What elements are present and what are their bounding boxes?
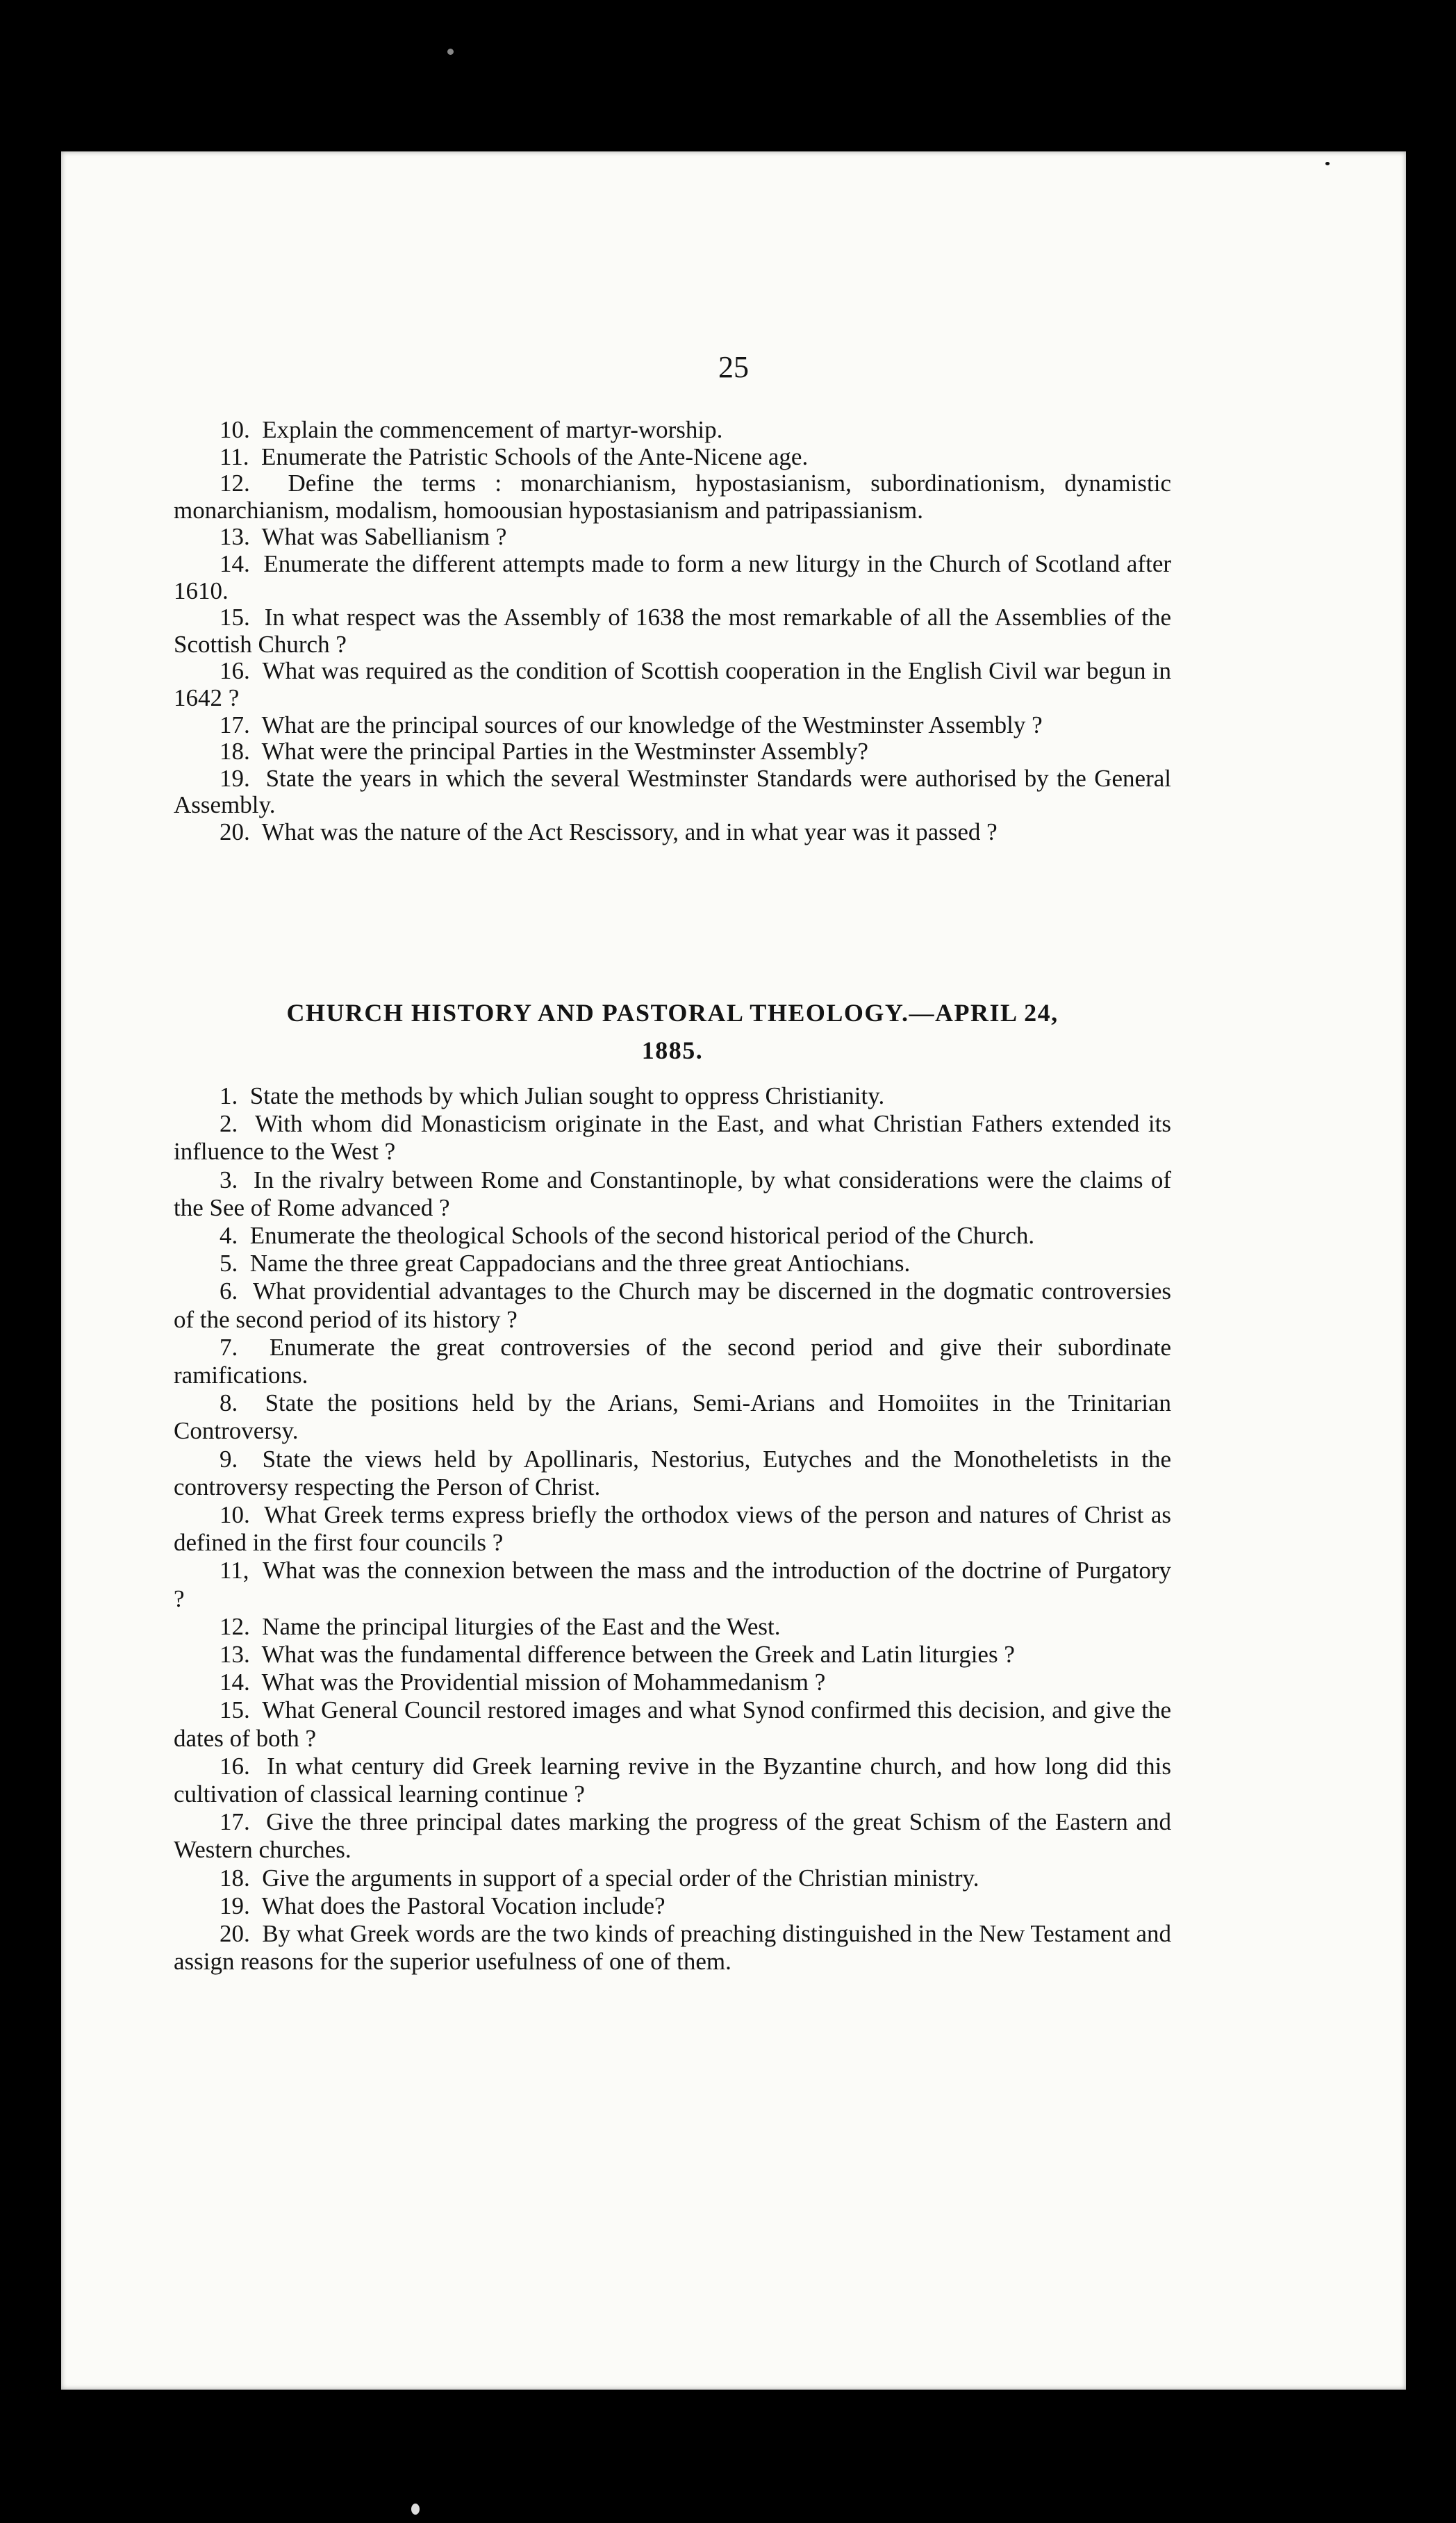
question-text: In the rivalry between Rome and Constantinople, by what considerations were the claims of the See of Rome advanced ? — [174, 1166, 1171, 1221]
question-number: 6. — [220, 1277, 238, 1305]
question-number: 1. — [220, 1082, 238, 1109]
question-number: 3. — [220, 1166, 238, 1193]
question-number: 17. — [220, 1808, 250, 1836]
question-text: State the views held by Apollinaris, Nestorius, Eutyches and the Monotheletists in the controversy respecting the Person of Christ. — [174, 1445, 1172, 1500]
question-number: 4. — [220, 1222, 238, 1250]
question-item — [174, 1389, 1171, 1445]
question-number: 20. — [220, 1920, 250, 1948]
question-text: In what century did Greek learning revive in the Byzantine church, and how long did this cultivation of classical learning continue ? — [174, 1752, 1171, 1808]
question-text: Define the terms : monarchianism, hypostasianism, subordinationism, dynamistic monarchianism, modalism, homoousian hypostasianism and patripassianism. — [174, 470, 1171, 524]
document-page — [61, 151, 1406, 2390]
question-item — [174, 766, 1171, 819]
question-item — [174, 1277, 1171, 1333]
question-item — [174, 1501, 1171, 1557]
question-number: 19. — [220, 1892, 250, 1919]
question-text: Enumerate the theological Schools of the second historical period of the Church. — [249, 1222, 1035, 1250]
question-text: What Greek terms express briefly the orthodox views of the person and natures of Christ as defined in the first four councils ? — [174, 1501, 1171, 1557]
question-item — [174, 1082, 1171, 1110]
question-number: 7. — [220, 1333, 238, 1361]
question-text: What providential advantages to the Church may be discerned in the dogmatic controversies of the second period of its history ? — [174, 1277, 1171, 1333]
question-text: Give the three principal dates marking the progress of the great Schism of the Eastern and Western churches. — [174, 1808, 1171, 1864]
section-heading-line1: CHURCH HISTORY AND PASTORAL THEOLOGY.—APRIL 24, — [286, 999, 1059, 1027]
question-number: 14. — [220, 549, 250, 577]
question-number: 12. — [220, 470, 250, 497]
film-speck-bottom — [411, 2504, 420, 2515]
question-number: 10. — [220, 416, 250, 443]
question-number: 19. — [220, 764, 250, 792]
question-number: 5. — [220, 1250, 238, 1277]
question-text: Enumerate the great controversies of the second period and give their subordinate ramifications. — [174, 1333, 1171, 1389]
question-item — [174, 1166, 1171, 1222]
question-item — [174, 658, 1171, 711]
question-text: State the positions held by the Arians, Semi-Arians and Homoiites in the Trinitarian Controversy. — [174, 1389, 1171, 1445]
question-number: 10. — [220, 1501, 250, 1529]
question-text: What does the Pastoral Vocation include? — [261, 1892, 665, 1919]
question-list-top — [174, 417, 1171, 846]
question-item — [174, 1613, 1171, 1641]
question-number: 9. — [220, 1445, 238, 1473]
question-text: State the methods by which Julian sought to oppress Christianity. — [249, 1082, 885, 1109]
question-item — [174, 1808, 1171, 1864]
question-item — [174, 1641, 1171, 1669]
question-text: Enumerate the Patristic Schools of the Ante-Nicene age. — [260, 442, 809, 470]
question-item — [174, 1250, 1171, 1277]
question-text: Name the principal liturgies of the East and the West. — [262, 1612, 781, 1640]
question-item — [174, 819, 1171, 846]
question-item — [174, 1110, 1171, 1166]
question-text: What was the connexion between the mass and the introduction of the doctrine of Purgatory ? — [174, 1557, 1171, 1612]
question-item — [174, 1892, 1171, 1920]
question-item — [174, 1557, 1171, 1612]
question-item — [174, 1920, 1171, 1976]
question-text: What was the nature of the Act Rescissory, and in what year was it passed ? — [261, 818, 998, 845]
question-text: With whom did Monasticism originate in the East, and what Christian Fathers extended its influence to the West ? — [174, 1110, 1171, 1166]
question-item — [174, 524, 1171, 551]
question-text: By what Greek words are the two kinds of preaching distinguished in the New Testament and assign reasons for the superior usefulness of one of them. — [174, 1920, 1172, 1976]
question-number: 14. — [220, 1669, 250, 1696]
question-item — [174, 1222, 1171, 1250]
question-text: What was required as the condition of Scottish cooperation in the English Civil war begun in 1642 ? — [174, 657, 1171, 711]
question-item — [174, 738, 1171, 766]
question-text: What was the Providential mission of Mohammedanism ? — [261, 1669, 826, 1696]
question-number: 2. — [220, 1110, 238, 1138]
question-text: Name the three great Cappadocians and the three great Antiochians. — [249, 1250, 911, 1277]
question-text: State the years in which the several Westminster Standards were authorised by the General Assembly. — [174, 764, 1172, 819]
question-item — [174, 1446, 1171, 1501]
question-text: What was the fundamental difference between the Greek and Latin liturgies ? — [261, 1641, 1015, 1669]
page-number: 25 — [718, 350, 749, 384]
question-number: 15. — [220, 1696, 250, 1724]
question-number: 17. — [220, 711, 250, 738]
question-number: 8. — [220, 1389, 238, 1417]
film-speck-top — [447, 49, 454, 55]
question-text: What were the principal Parties in the Westminster Assembly? — [261, 738, 868, 766]
question-number: 18. — [220, 1864, 250, 1892]
question-item — [174, 470, 1171, 524]
question-item — [174, 417, 1171, 444]
question-number: 11. — [220, 442, 249, 470]
ink-speck — [1325, 162, 1330, 165]
section-heading-line2: 1885. — [641, 1036, 704, 1064]
question-text: In what respect was the Assembly of 1638 the most remarkable of all the Assemblies of the Scottish Church ? — [174, 604, 1171, 658]
question-text: Explain the commencement of martyr-worship. — [262, 416, 723, 443]
question-item — [174, 712, 1171, 739]
question-number: 11, — [220, 1557, 249, 1585]
question-item — [174, 604, 1171, 658]
question-item — [174, 1334, 1171, 1389]
question-number: 20. — [220, 818, 250, 845]
question-text: What are the principal sources of our knowledge of the Westminster Assembly ? — [261, 711, 1043, 738]
question-number: 16. — [220, 1752, 250, 1780]
question-item — [174, 1669, 1171, 1696]
question-text: Give the arguments in support of a special order of the Christian ministry. — [262, 1864, 979, 1892]
question-item — [174, 1696, 1171, 1752]
question-number: 18. — [220, 738, 250, 766]
question-number: 16. — [220, 657, 250, 685]
question-number: 12. — [220, 1612, 250, 1640]
question-text: Enumerate the different attempts made to form a new liturgy in the Church of Scotland after 1610. — [174, 549, 1172, 604]
question-item — [174, 444, 1171, 471]
question-item — [174, 1864, 1171, 1892]
question-number: 13. — [220, 1641, 250, 1669]
question-number: 13. — [220, 523, 250, 551]
question-text: What was Sabellianism ? — [261, 523, 507, 551]
question-text: What General Council restored images and what Synod confirmed this decision, and give the dates of both ? — [174, 1696, 1171, 1752]
question-item — [174, 551, 1171, 604]
question-number: 15. — [220, 604, 250, 631]
question-item — [174, 1753, 1171, 1808]
section-heading — [174, 994, 1171, 1069]
question-list-bottom — [174, 1082, 1171, 1976]
